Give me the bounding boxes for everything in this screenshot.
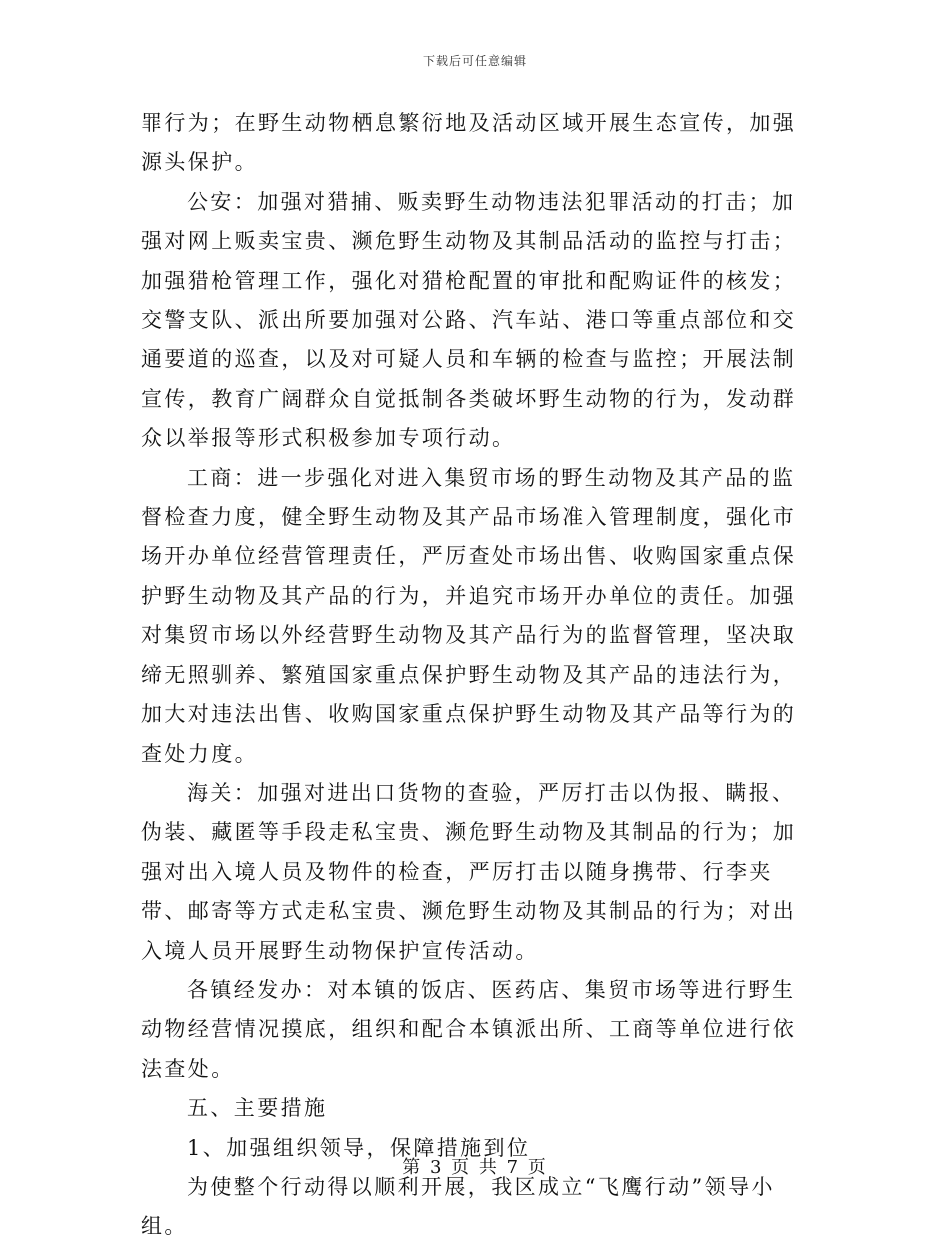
- paragraph-industry-commerce: 工商：进一步强化对进入集贸市场的野生动物及其产品的监督检查力度，健全野生动物及其产品市场准入管理制度，强化市场开办单位经营管理责任，严厉查处市场出售、收购国家重点保护野生动物及其产品的行为，并追究市场开办单位的责任。加强对集贸市场以外经营野生动物及其产品行为的监督管理，坚决取缔无照驯养、繁殖国家重点保护野生动物及其产品的违法行为，加大对违法出售、收购国家重点保护野生动物及其产品等行为的查处力度。: [141, 465, 797, 766]
- subheading-organization-leadership: 1、加强组织领导，保障措施到位: [187, 1135, 531, 1160]
- paragraph-customs: 海关：加强对进出口货物的查验，严厉打击以伪报、瞒报、伪装、藏匿等手段走私宝贵、濒危野生动物及其制品的行为；加强对出入境人员及物件的检查，严厉打击以随身携带、行李夹带、邮寄等方式走私宝贵、濒危野生动物及其制品的行为；对出入境人员开展野生动物保护宣传活动。: [141, 780, 797, 963]
- footer-prefix: 第: [402, 1157, 423, 1178]
- page-header-note: 下载后可任意编辑: [422, 54, 527, 68]
- current-page-number: 3: [429, 1157, 444, 1178]
- paragraph-town-offices: 各镇经发办：对本镇的饭店、医药店、集贸市场等进行野生动物经营情况摸底，组织和配合本镇派出所、工商等单位进行依法查处。: [141, 977, 797, 1081]
- document-body: [141, 104, 809, 1247]
- footer-middle: 页 共: [451, 1157, 499, 1178]
- paragraph-public-security: 公安：加强对猎捕、贩卖野生动物违法犯罪活动的打击；加强对网上贩卖宝贵、濒危野生动物及其制品活动的监控与打击；加强猎枪管理工作，强化对猎枪配置的审批和配购证件的核发；交警支队、派出所要加强对公路、汽车站、港口等重点部位和交通要道的巡查，以及对可疑人员和车辆的检查与监控；开展法制宣传，教育广阔群众自觉抵制各类破坏野生动物的行为，发动群众以举报等形式积极参加专项行动。: [141, 189, 797, 451]
- section-heading-main-measures: 五、主要措施: [187, 1096, 328, 1121]
- page-number-footer: [0, 1153, 950, 1179]
- footer-suffix: 页: [527, 1157, 548, 1178]
- paragraph-continuation: 罪行为；在野生动物栖息繁衍地及活动区域开展生态宣传，加强源头保护。: [141, 111, 797, 175]
- total-page-count: 7: [506, 1157, 521, 1178]
- paragraph-leading-group: 为使整个行动得以顺利开展，我区成立“飞鹰行动”领导小组。: [141, 1174, 775, 1239]
